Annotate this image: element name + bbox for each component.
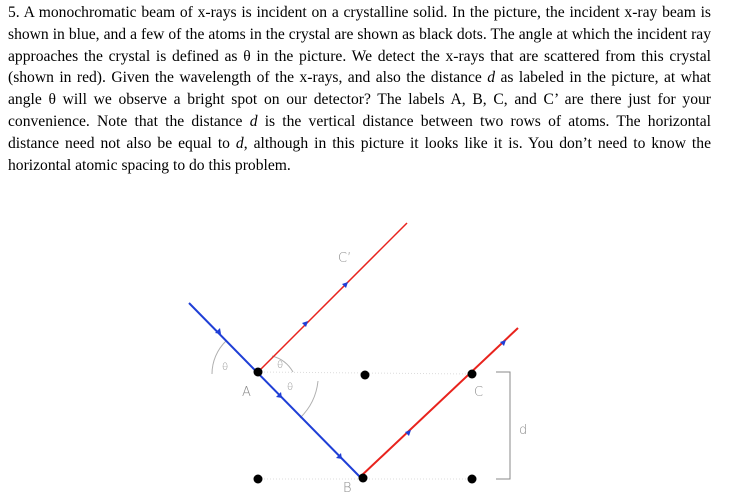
label-c: C	[474, 385, 484, 400]
distance-symbol: d	[487, 69, 496, 87]
atom-b	[359, 474, 368, 483]
label-d: d	[519, 423, 528, 438]
atom	[254, 475, 263, 484]
scattered-ray-lower	[360, 328, 518, 477]
distance-symbol: d	[249, 112, 258, 130]
problem-text-part-3: is the vertical distance between two rows of atoms. The horizontal distance need not also be equal to	[8, 112, 712, 152]
d-bracket	[496, 372, 510, 479]
problem-number: 5.	[8, 4, 20, 21]
atom-c	[468, 370, 477, 379]
label-theta-lower: θ	[287, 382, 294, 393]
label-b: B	[343, 481, 352, 493]
label-theta-right: θ	[277, 360, 284, 371]
atom	[361, 371, 370, 380]
problem-text-part-2: as labeled in the picture, at what angle θ will we observe a bright spot on our detector? The labels A, B, C, and C’ are there just for your convenience. Note that the distance	[8, 69, 711, 130]
atom-a	[254, 368, 263, 377]
atom	[468, 475, 477, 484]
problem-text-part-1: A monochromatic beam of x-rays is incident on a crystalline solid. In the picture, the incident x-ray beam is shown in blue, and a few of the atoms in the crystal are shown as black dots. The angle at which the incident ray approaches the crystal is defined as θ in the picture. We detect the x-rays that are scattered from this crystal (shown in red). Given the wavelength of the x-rays, and also the distance	[8, 4, 711, 87]
label-theta-left: θ	[222, 362, 229, 373]
distance-symbol: d	[235, 134, 244, 152]
scattered-ray-upper	[258, 223, 407, 372]
incident-ray	[189, 303, 360, 477]
label-c-prime: C’	[338, 251, 352, 266]
theta-arc-lower	[300, 381, 318, 418]
problem-text-part-4: , although in this picture it looks like it is. You don’t need to know the horizontal atomic spacing to do this problem.	[8, 134, 711, 174]
label-a: A	[242, 385, 251, 400]
